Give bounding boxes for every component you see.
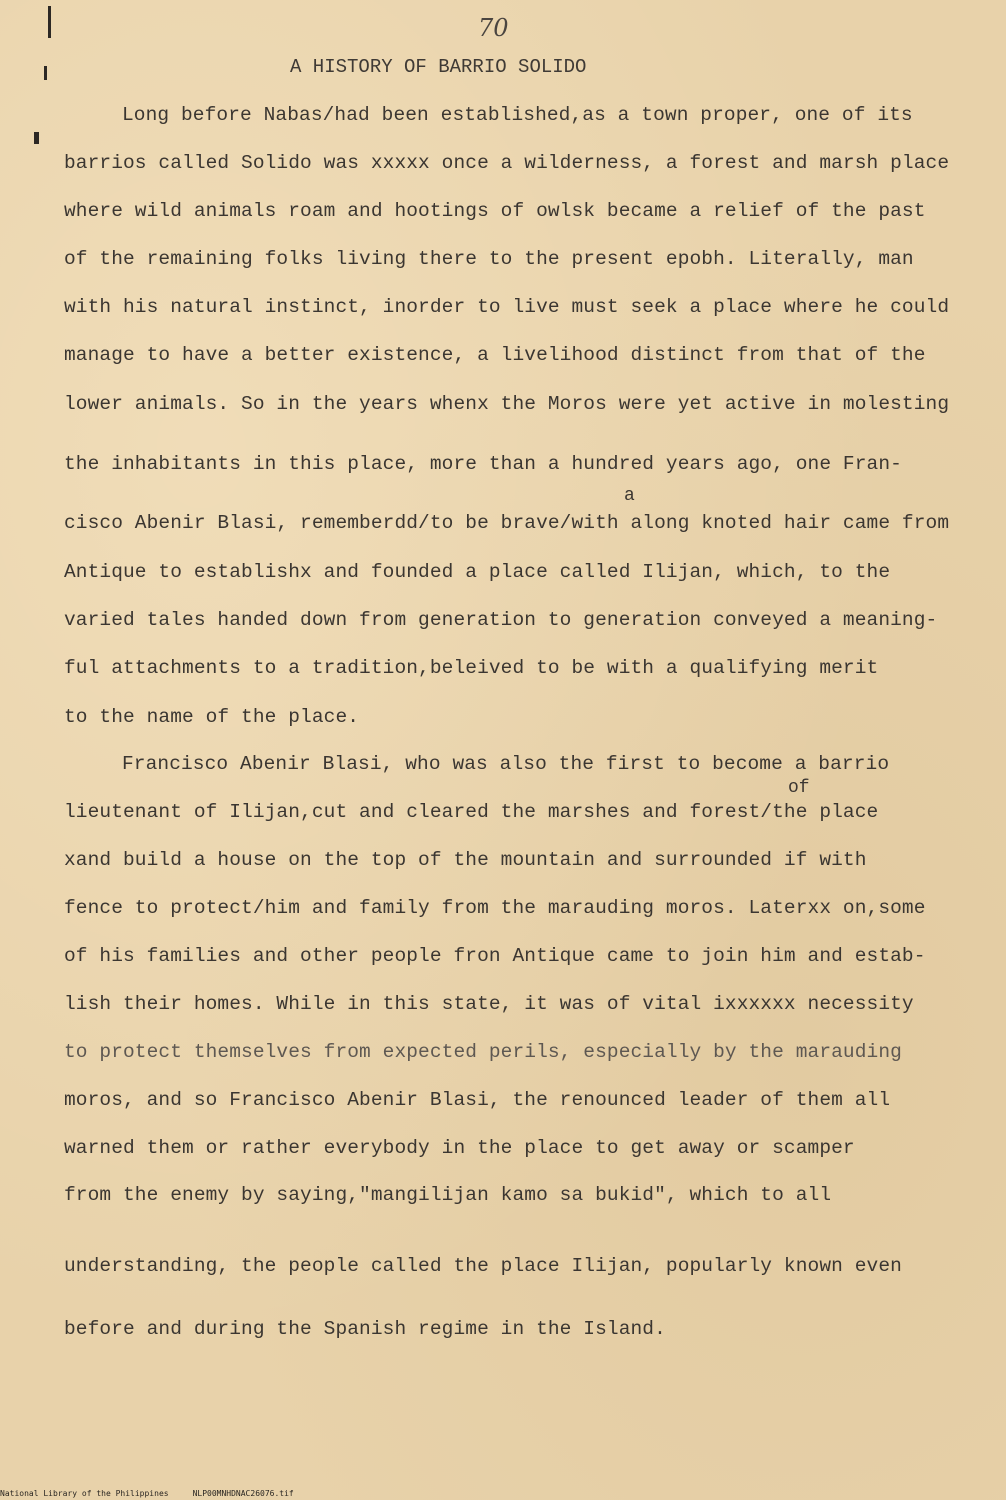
interlinear-insert: a xyxy=(624,486,635,506)
text-line: with his natural instinct, inorder to live must seek a place where he could xyxy=(64,296,950,318)
text-line: fence to protect/him and family from the marauding moros. Laterxx on,some xyxy=(64,897,926,919)
text-line: cisco Abenir Blasi, rememberdd/to be brave/with along knoted hair came from xyxy=(64,512,950,534)
text-line: Long before Nabas/had been established,as a town proper, one of its xyxy=(122,104,913,126)
text-line: understanding, the people called the place Ilijan, popularly known even xyxy=(64,1255,902,1277)
text-line: xand build a house on the top of the mountain and surrounded if with xyxy=(64,849,867,871)
text-line: manage to have a better existence, a livelihood distinct from that of the xyxy=(64,344,926,366)
text-line: from the enemy by saying,"mangilijan kamo sa bukid", which to all xyxy=(64,1184,832,1206)
text-line: to protect themselves from expected perils, especially by the marauding xyxy=(64,1041,902,1063)
interlinear-insert: of xyxy=(788,778,810,798)
text-line: warned them or rather everybody in the place to get away or scamper xyxy=(64,1137,855,1159)
text-line: lieutenant of Ilijan,cut and cleared the marshes and forest/the place xyxy=(64,801,879,823)
text-line: the inhabitants in this place, more than a hundred years ago, one Fran- xyxy=(64,453,902,475)
text-line: Francisco Abenir Blasi, who was also the first to become a barrio xyxy=(122,753,890,775)
text-line: where wild animals roam and hootings of owlsk became a relief of the past xyxy=(64,200,926,222)
text-line: to the name of the place. xyxy=(64,706,360,728)
margin-mark xyxy=(44,66,47,80)
text-line: lower animals. So in the years whenx the Moros were yet active in molesting xyxy=(64,393,950,415)
text-line: barrios called Solido was xxxxx once a wilderness, a forest and marsh place xyxy=(64,152,950,174)
margin-mark xyxy=(48,6,51,38)
text-line: ful attachments to a tradition,beleived to be with a qualifying merit xyxy=(64,657,879,679)
text-line: varied tales handed down from generation to generation conveyed a meaning- xyxy=(64,609,938,631)
page-number: 70 xyxy=(478,14,509,42)
text-line: Antique to establishx and founded a place called Ilijan, which, to the xyxy=(64,561,891,583)
document-title: A HISTORY OF BARRIO SOLIDO xyxy=(290,56,587,78)
text-line: moros, and so Francisco Abenir Blasi, the renounced leader of them all xyxy=(64,1089,891,1111)
margin-mark xyxy=(34,132,39,144)
footer-library: National Library of the Philippines xyxy=(0,1489,169,1498)
footer xyxy=(0,1489,318,1498)
text-line: before and during the Spanish regime in the Island. xyxy=(64,1318,666,1340)
text-line: lish their homes. While in this state, it was of vital ixxxxxx necessity xyxy=(64,993,914,1015)
text-line: of his families and other people fron Antique came to join him and estab- xyxy=(64,945,926,967)
text-line: of the remaining folks living there to the present epobh. Literally, man xyxy=(64,248,914,270)
footer-file: NLP00MNHDNAC26076.tif xyxy=(192,1489,294,1498)
